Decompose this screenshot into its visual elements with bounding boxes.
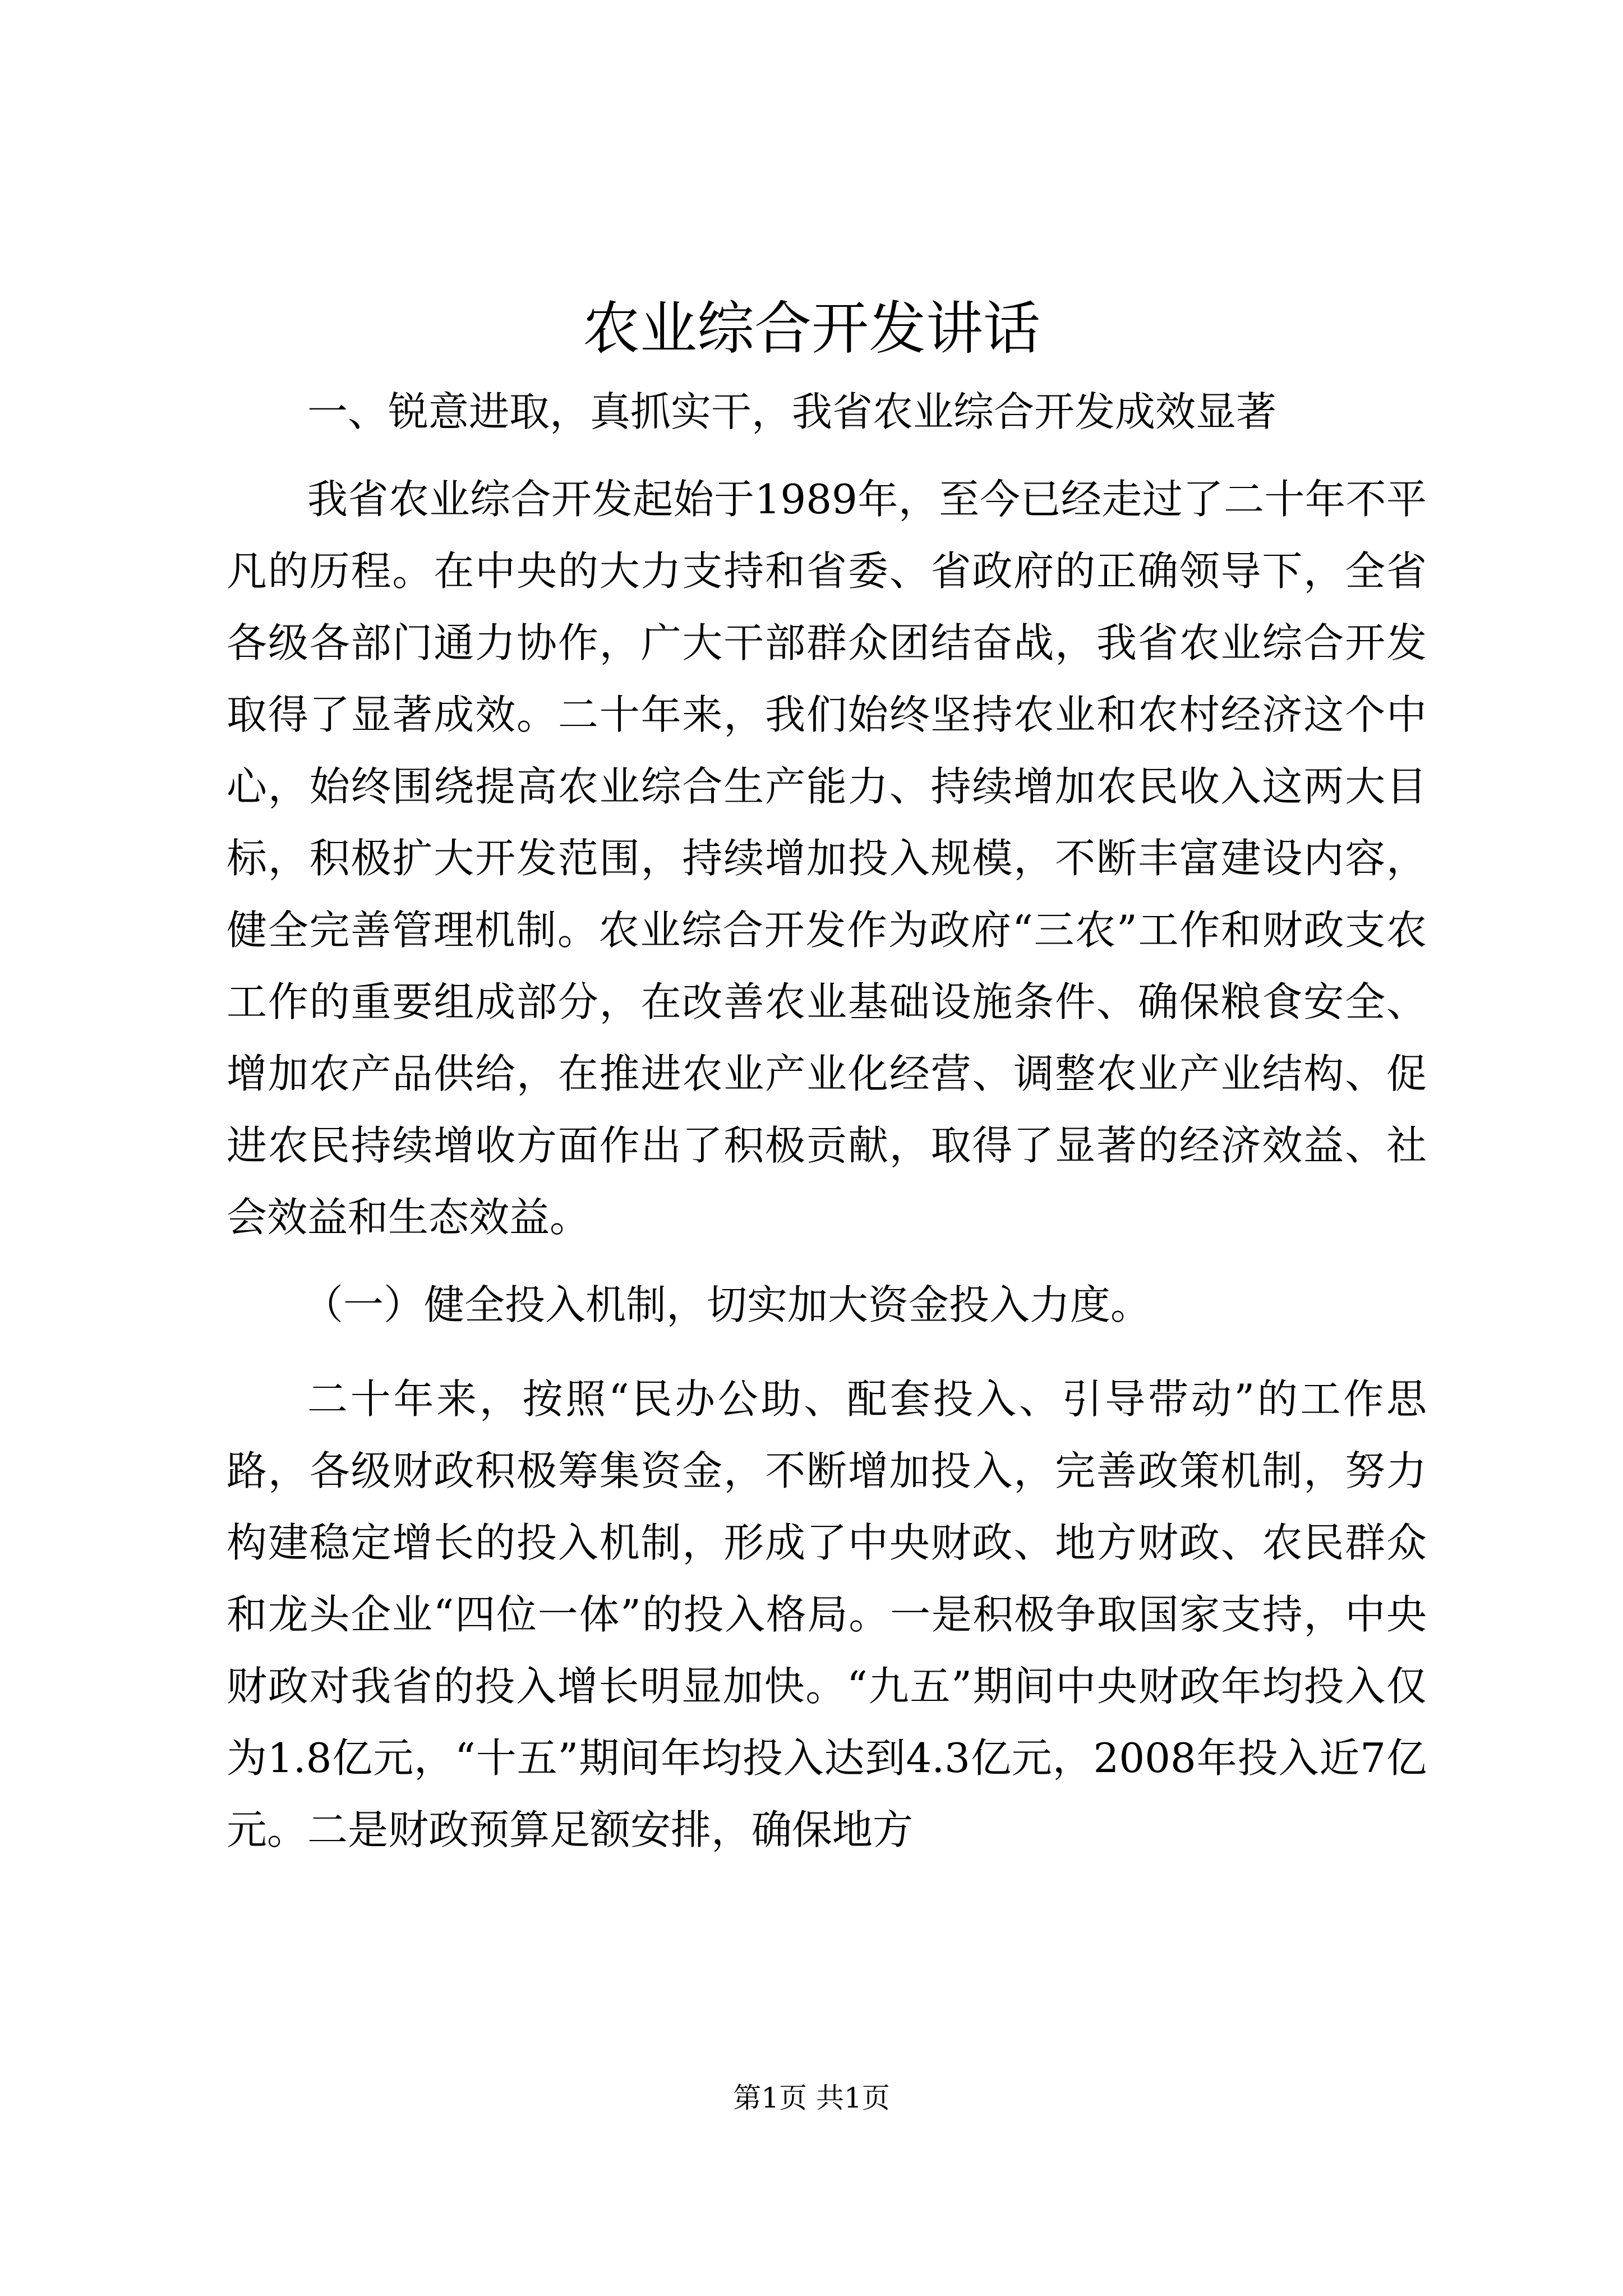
paragraph-1: 我省农业综合开发起始于1989年，至今已经走过了二十年不平凡的历程。在中央的大力支持和省委、省政府的正确领导下，全省各级各部门通力协作，广大干部群众团结奋战，我省农业综合开发取得了显著成效。二十年来，我们始终坚持农业和农村经济这个中心，始终围绕提高农业综合生产能力、持续增加农民收入这两大目标，积极扩大开发范围，持续增加投入规模，不断丰富建设内容，健全完善管理机制。农业综合开发作为政府“三农”工作和财政支农工作的重要组成部分，在改善农业基础设施条件、确保粮食安全、增加农产品供给，在推进农业产业化经营、调整农业产业结构、促进农民持续增收方面作出了积极贡献，取得了显著的经济效益、社会效益和生态效益。 xyxy=(227,476,1427,1241)
paragraph-2: 二十年来，按照“民办公助、配套投入、引导带动”的工作思路，各级财政积极筹集资金，不断增加投入，完善政策机制，努力构建稳定增长的投入机制，形成了中央财政、地方财政、农民群众和龙头企业“四位一体”的投入格局。一是积极争取国家支持，中央财政对我省的投入增长明显加快。“九五”期间中央财政年均投入仅为1.8亿元，“十五”期间年均投入达到4.3亿元，2008年投入近7亿元。二是财政预算足额安排，确保地方 xyxy=(227,1375,1427,1853)
document-title: 农业综合开发讲话 xyxy=(583,296,1040,362)
section-heading: 一、锐意进取，真抓实干，我省农业综合开发成效显著 xyxy=(307,388,1277,435)
subheading-1: （一）健全投入机制，切实加大资金投入力度。 xyxy=(303,1281,1151,1328)
page-footer: 第1页 共1页 xyxy=(733,2082,890,2114)
